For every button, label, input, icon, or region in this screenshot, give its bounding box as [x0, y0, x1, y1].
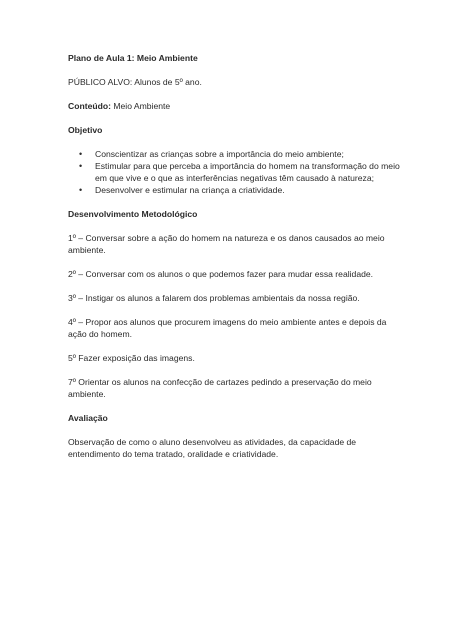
avaliacao-text: Observação de como o aluno desenvolveu as atividades, da capacidade de entendimento do tema tratado, oralidade e criatividade. [68, 437, 357, 459]
conteudo-label: Conteúdo: [68, 101, 111, 111]
publico-alvo-value: Alunos de 5º ano. [132, 77, 202, 87]
objetivos-list [68, 148, 404, 196]
passo-paragraph: 3º – Instigar os alunos a falarem dos problemas ambientais da nossa região. [68, 293, 360, 303]
passo-paragraph: 4º – Propor aos alunos que procurem imagens do meio ambiente antes e depois da ação do homem. [68, 317, 387, 339]
document-page [68, 52, 404, 472]
objetivo-item: • Estimular para que perceba a importância do homem na transformação do meio em que vive e o que as interferências negativas têm causado à natureza; [95, 160, 404, 184]
conteudo-line [68, 100, 404, 112]
objetivo-item: • Conscientizar as crianças sobre a importância do meio ambiente; [95, 148, 404, 160]
desenvolvimento-heading: Desenvolvimento Metodológico [68, 209, 198, 219]
passo-paragraph: 2º – Conversar com os alunos o que podemos fazer para mudar essa realidade. [68, 269, 374, 279]
passo-paragraph: 7º Orientar os alunos na confecção de cartazes pedindo a preservação do meio ambiente. [68, 377, 372, 399]
avaliacao-heading: Avaliação [68, 413, 108, 423]
document-title: Plano de Aula 1: Meio Ambiente [68, 53, 198, 63]
conteudo-value: Meio Ambiente [110, 101, 171, 111]
publico-alvo-label: PÚBLICO ALVO: [68, 77, 133, 87]
objetivo-heading: Objetivo [68, 125, 103, 135]
objetivo-item: • Desenvolver e estimular na criança a criatividade. [95, 184, 404, 196]
passo-paragraph: 1º – Conversar sobre a ação do homem na natureza e os danos causados ao meio ambiente. [68, 233, 385, 255]
passo-paragraph: 5º Fazer exposição das imagens. [68, 353, 195, 363]
publico-alvo-line [68, 76, 404, 88]
